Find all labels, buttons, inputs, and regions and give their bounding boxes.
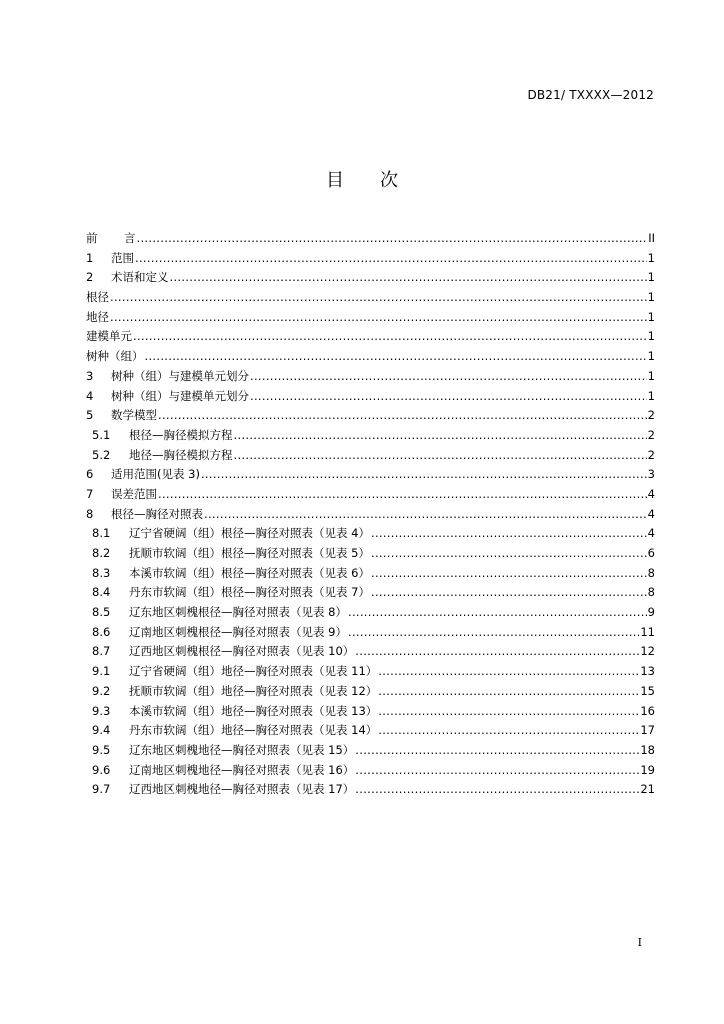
toc-entry-label: 树种（组）与建模单元划分: [111, 388, 249, 403]
toc-entry-page: 1: [647, 329, 655, 344]
toc-entry-page: 2: [647, 427, 655, 442]
toc-leader-dots: [145, 347, 647, 367]
toc-entry-page: 1: [647, 290, 655, 305]
toc-entry-page: 2: [647, 408, 655, 423]
toc-entry[interactable]: [86, 446, 655, 466]
toc-entry[interactable]: [86, 682, 655, 702]
toc-entry-number: 5.2: [92, 447, 111, 462]
toc-entry-number: 8.3: [92, 565, 111, 580]
toc-entry-page: 18: [640, 742, 655, 757]
toc-leader-dots: [158, 485, 647, 505]
toc-entry-number: 前: [86, 231, 98, 245]
toc-entry-page: 8: [647, 565, 655, 580]
toc-leader-dots: [250, 387, 647, 407]
toc-title-part2: 次: [380, 170, 398, 191]
toc-entry-label: 建模单元: [86, 329, 132, 344]
toc-entry-page: 4: [647, 526, 655, 541]
toc-entry-number: 8.5: [92, 605, 111, 620]
toc-leader-dots: [355, 780, 639, 800]
toc-leader-dots: [371, 524, 647, 544]
toc-entry[interactable]: [86, 268, 655, 288]
toc-entry-number: 6: [86, 467, 94, 482]
toc-entry[interactable]: [86, 623, 655, 643]
toc-entry[interactable]: [86, 702, 655, 722]
toc-entry[interactable]: [86, 544, 655, 564]
toc-leader-dots: [348, 623, 639, 643]
toc-entry-page: 13: [640, 664, 655, 679]
toc-leader-dots: [201, 465, 647, 485]
toc-entry-number: 9.7: [92, 782, 111, 797]
toc-leader-dots: [170, 268, 647, 288]
toc-entry-page: 21: [640, 782, 655, 797]
toc-entry[interactable]: [86, 249, 655, 269]
toc-leader-dots: [355, 741, 639, 761]
toc-entry-page: 8: [647, 585, 655, 600]
toc-entry-page: 9: [647, 605, 655, 620]
toc-entry[interactable]: [86, 406, 655, 426]
toc-entry-page: 2: [647, 447, 655, 462]
toc-entry-page: 1: [647, 388, 655, 403]
toc-entry-number: 8.1: [92, 526, 111, 541]
toc-leader-dots: [378, 721, 639, 741]
toc-entry-label: 丹东市软阔（组）地径—胸径对照表（见表 14）: [129, 723, 378, 738]
toc-entry-number: 2: [86, 270, 94, 285]
toc-entry[interactable]: [86, 524, 655, 544]
toc-leader-dots: [378, 662, 639, 682]
toc-leader-dots: [234, 426, 647, 446]
toc-leader-dots: [371, 564, 647, 584]
toc-leader-dots: [250, 367, 647, 387]
toc-entry-page: 1: [647, 250, 655, 265]
toc-entry-label: 辽东地区刺槐地径—胸径对照表（见表 15）: [129, 742, 355, 757]
toc-entry-label: 言: [124, 231, 136, 245]
toc-entry-number: 3: [86, 368, 94, 383]
toc-entry[interactable]: [86, 426, 655, 446]
toc-entry-page: 1: [647, 309, 655, 324]
toc-entry-label: 适用范围(见表 3): [111, 467, 200, 482]
toc-leader-dots: [204, 505, 647, 525]
toc-leader-dots: [135, 249, 647, 269]
toc-entry-label: 抚顺市软阔（组）地径—胸径对照表（见表 12）: [129, 683, 378, 698]
toc-entry-label: 辽南地区刺槐地径—胸径对照表（见表 16）: [129, 762, 355, 777]
toc-entry-label: 根径—胸径模拟方程: [129, 427, 233, 442]
toc-leader-dots: [378, 682, 639, 702]
toc-entry-label: 辽宁省硬阔（组）根径—胸径对照表（见表 4）: [129, 526, 370, 541]
toc-entry[interactable]: [86, 642, 655, 662]
toc-entry-label: 地径: [86, 309, 109, 324]
toc-entry[interactable]: [86, 583, 655, 603]
toc-entry-label: 辽宁省硬阔（组）地径—胸径对照表（见表 11）: [129, 664, 378, 679]
toc-entry-page: 15: [640, 683, 655, 698]
toc-entry[interactable]: [86, 721, 655, 741]
toc-entry-label: 地径—胸径模拟方程: [129, 447, 233, 462]
toc-entry-number: 7: [86, 486, 94, 501]
toc-leader-dots: [348, 603, 647, 623]
toc-entry-page: 12: [640, 644, 655, 659]
toc-entry-number: 4: [86, 388, 94, 403]
toc-leader-dots: [234, 446, 647, 466]
toc-entry-number: 8.7: [92, 644, 111, 659]
toc-entry-label: 辽东地区刺槐根径—胸径对照表（见表 8）: [129, 605, 347, 620]
toc-entry-number: 8.4: [92, 585, 111, 600]
toc-entry-label: 范围: [111, 250, 134, 265]
toc-entry-page: 1: [647, 270, 655, 285]
toc-entry[interactable]: [86, 229, 655, 249]
toc-leader-dots: [133, 327, 647, 347]
document-code: DB21/ TXXXX—2012: [527, 88, 654, 102]
toc-entry[interactable]: [86, 465, 655, 485]
toc-entry-number: 1: [86, 250, 94, 265]
toc-entry-page: 3: [647, 467, 655, 482]
toc-entry-label: 辽南地区刺槐根径—胸径对照表（见表 9）: [129, 624, 347, 639]
toc-entry-number: 9.3: [92, 703, 111, 718]
toc-title: [0, 166, 724, 192]
toc-leader-dots: [371, 583, 647, 603]
toc-entry[interactable]: [86, 741, 655, 761]
toc-entry-number: 9.4: [92, 723, 111, 738]
toc-entry[interactable]: [86, 761, 655, 781]
toc-entry[interactable]: [86, 564, 655, 584]
toc-entry-number: 9.2: [92, 683, 111, 698]
toc-entry-label: 根径—胸径对照表: [111, 506, 203, 521]
toc-entry-label: 数学模型: [111, 408, 157, 423]
toc-entry-number: 8.6: [92, 624, 111, 639]
toc-entry-number: 8.2: [92, 546, 111, 560]
toc-entry-label: 树种（组）: [86, 349, 144, 364]
toc-entry-label: 抚顺市软阔（组）根径—胸径对照表（见表 5）: [129, 546, 370, 560]
toc-leader-dots: [355, 642, 639, 662]
toc-leader-dots: [110, 288, 647, 308]
toc-entry[interactable]: [86, 387, 655, 407]
toc-leader-dots: [110, 308, 647, 328]
toc-leader-dots: [137, 229, 648, 249]
footer-page-number: I: [637, 936, 642, 949]
toc-entry[interactable]: [86, 485, 655, 505]
toc-leader-dots: [378, 702, 639, 722]
toc-entry-page: 1: [647, 349, 655, 364]
toc-entry[interactable]: [86, 780, 655, 800]
toc-leader-dots: [355, 761, 639, 781]
toc-entry-page: 1: [647, 368, 655, 383]
toc-entry-label: 误差范围: [111, 486, 157, 501]
toc-entry[interactable]: [86, 505, 655, 525]
toc-entry[interactable]: [86, 367, 655, 387]
toc-entry-number: 5: [86, 408, 94, 423]
toc-entry[interactable]: [86, 308, 655, 328]
toc-leader-dots: [158, 406, 647, 426]
toc-entry-label: 根径: [86, 290, 109, 305]
toc-entry-page: 4: [647, 506, 655, 521]
toc-list: [86, 229, 655, 800]
toc-entry-number: 9.1: [92, 664, 111, 679]
toc-entry-label: 本溪市软阔（组）地径—胸径对照表（见表 13）: [129, 703, 378, 718]
toc-entry-label: 丹东市软阔（组）根径—胸径对照表（见表 7）: [129, 585, 370, 600]
toc-entry-label: 术语和定义: [111, 270, 169, 285]
toc-entry-page: 16: [640, 703, 655, 718]
toc-entry[interactable]: [86, 347, 655, 367]
toc-leader-dots: [371, 544, 647, 564]
toc-title-part1: 目: [326, 170, 344, 191]
toc-entry-number: 9.6: [92, 762, 111, 777]
toc-entry-page: 11: [640, 624, 655, 639]
toc-entry-label: 本溪市软阔（组）根径—胸径对照表（见表 6）: [129, 565, 370, 580]
toc-entry[interactable]: [86, 662, 655, 682]
toc-entry-page: 4: [647, 486, 655, 501]
toc-entry[interactable]: [86, 603, 655, 623]
toc-entry-number: 8: [86, 506, 94, 521]
toc-entry-label: 辽西地区刺槐地径—胸径对照表（见表 17）: [129, 782, 355, 797]
toc-entry-label: 树种（组）与建模单元划分: [111, 368, 249, 383]
toc-entry[interactable]: [86, 288, 655, 308]
toc-entry-page: 17: [640, 723, 655, 738]
toc-entry-page: II: [648, 231, 655, 245]
toc-entry-number: 9.5: [92, 742, 111, 757]
toc-entry-page: 6: [647, 546, 655, 560]
toc-entry[interactable]: [86, 327, 655, 347]
toc-entry-number: 5.1: [92, 427, 111, 442]
toc-entry-page: 19: [640, 762, 655, 777]
toc-entry-label: 辽西地区刺槐根径—胸径对照表（见表 10）: [129, 644, 355, 659]
